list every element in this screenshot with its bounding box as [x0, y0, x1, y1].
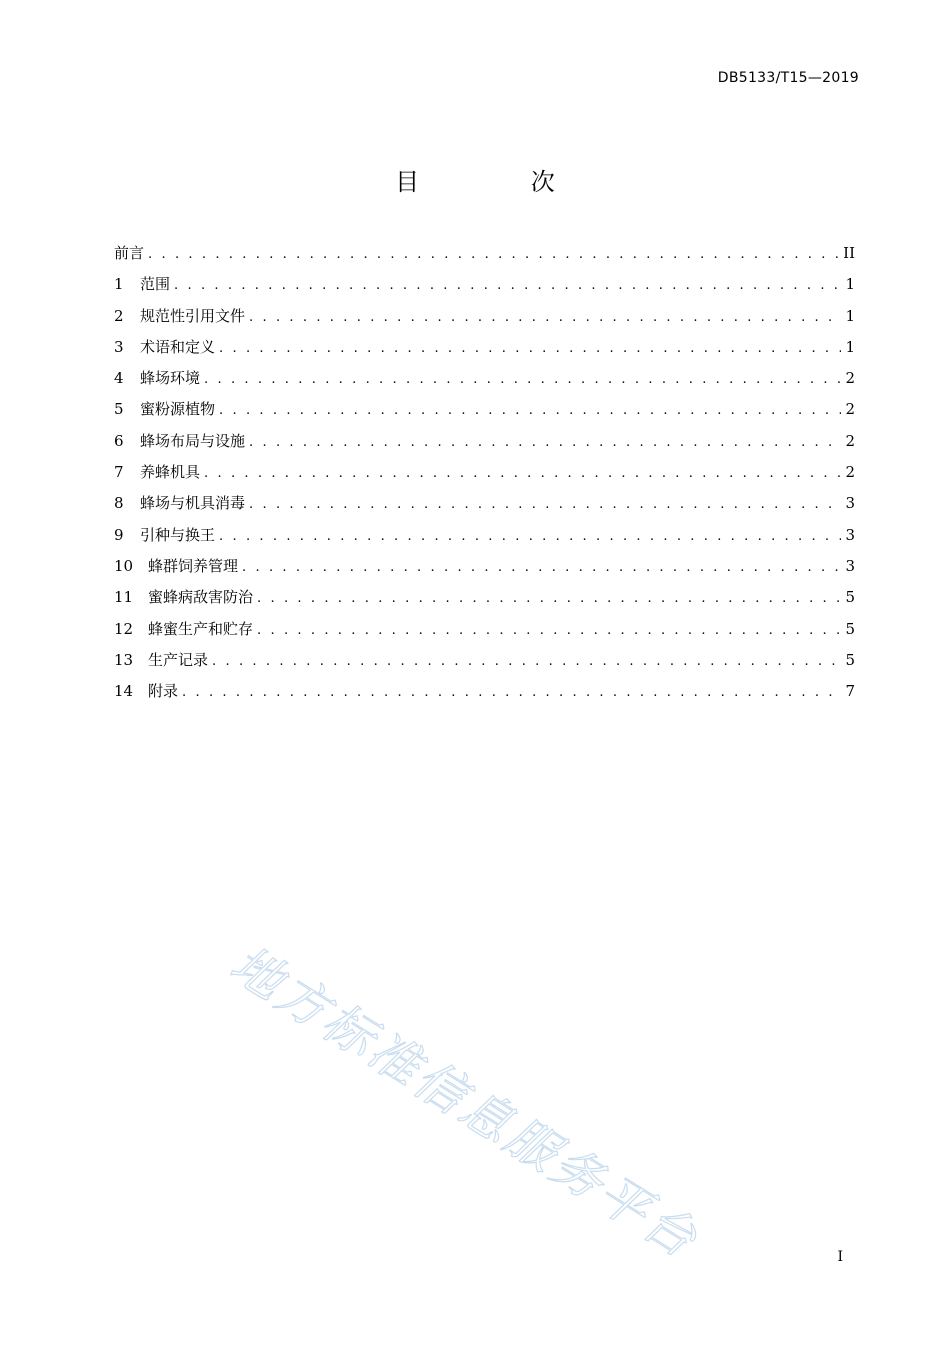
toc-entry-page: 2 — [845, 400, 855, 419]
toc-entry-number: 11 — [114, 588, 134, 607]
toc-entry-9[interactable] — [114, 524, 855, 555]
toc-entry-number: 8 — [114, 494, 124, 513]
toc-leader-dots — [204, 466, 841, 481]
toc-entry-number: 5 — [114, 400, 124, 419]
toc-leader-dots — [219, 341, 841, 356]
toc-entry-page: 1 — [845, 275, 855, 294]
toc-entry-foreword[interactable] — [114, 242, 855, 273]
toc-entry-page: 5 — [845, 619, 855, 638]
toc-entry-13[interactable] — [114, 649, 855, 680]
toc-entry-10[interactable] — [114, 555, 855, 586]
toc-entry-label: 蜂场布局与设施 — [140, 431, 246, 450]
document-code: DB5133/T15—2019 — [717, 70, 859, 86]
toc-list — [114, 242, 855, 711]
toc-entry-number: 4 — [114, 369, 124, 388]
toc-entry-number: 12 — [114, 619, 134, 638]
toc-entry-number: 10 — [114, 556, 134, 575]
toc-entry-5[interactable] — [114, 398, 855, 429]
toc-entry-label: 引种与换王 — [140, 525, 216, 544]
toc-entry-number: 2 — [114, 306, 124, 325]
toc-leader-dots — [219, 403, 841, 418]
toc-entry-number: 3 — [114, 337, 124, 356]
toc-entry-page: 5 — [845, 650, 855, 669]
toc-entry-page: 2 — [845, 431, 855, 450]
toc-entry-label: 蜂蜜生产和贮存 — [148, 619, 254, 638]
toc-entry-2[interactable] — [114, 305, 855, 336]
toc-entry-page: 1 — [845, 306, 855, 325]
toc-title: 目 次 — [395, 168, 607, 196]
toc-entry-label: 蜂场与机具消毒 — [140, 494, 246, 513]
toc-entry-label: 附录 — [148, 682, 179, 701]
toc-entry-page: 2 — [845, 463, 855, 482]
toc-entry-number: 7 — [114, 463, 124, 482]
toc-entry-label: 养蜂机具 — [140, 463, 201, 482]
toc-leader-dots — [204, 372, 841, 387]
toc-leader-dots — [242, 560, 841, 575]
toc-entry-12[interactable] — [114, 618, 855, 649]
toc-entry-number: 6 — [114, 431, 124, 450]
watermark: 地方标准信息服务平台 — [220, 934, 710, 1271]
toc-entry-page: 5 — [845, 588, 855, 607]
toc-leader-dots — [219, 529, 841, 544]
toc-entry-14[interactable] — [114, 680, 855, 711]
toc-entry-label: 规范性引用文件 — [140, 306, 246, 325]
toc-entry-page: 3 — [845, 525, 855, 544]
toc-entry-3[interactable] — [114, 336, 855, 367]
toc-leader-dots — [148, 247, 839, 262]
toc-leader-dots — [249, 497, 841, 512]
toc-leader-dots — [257, 591, 841, 606]
toc-entry-label: 蜂场环境 — [140, 369, 201, 388]
toc-entry-label: 蜜粉源植物 — [140, 400, 216, 419]
toc-entry-label: 生产记录 — [148, 650, 209, 669]
toc-entry-page: II — [843, 244, 855, 262]
toc-leader-dots — [249, 435, 841, 450]
toc-entry-number: 9 — [114, 525, 124, 544]
toc-entry-label: 术语和定义 — [140, 337, 216, 356]
toc-entry-8[interactable] — [114, 492, 855, 523]
toc-leader-dots — [249, 310, 841, 325]
toc-entry-7[interactable] — [114, 461, 855, 492]
toc-entry-6[interactable] — [114, 430, 855, 461]
toc-leader-dots — [257, 623, 841, 638]
toc-entry-number: 13 — [114, 650, 134, 669]
toc-entry-1[interactable] — [114, 273, 855, 304]
toc-leader-dots — [212, 654, 841, 669]
toc-entry-4[interactable] — [114, 367, 855, 398]
toc-entry-page: 3 — [845, 494, 855, 513]
toc-entry-number: 1 — [114, 275, 124, 294]
toc-entry-label: 蜜蜂病敌害防治 — [148, 588, 254, 607]
toc-entry-page: 1 — [845, 337, 855, 356]
page-number: I — [837, 1249, 843, 1265]
toc-entry-page: 2 — [845, 369, 855, 388]
toc-entry-11[interactable] — [114, 586, 855, 617]
toc-entry-number: 14 — [114, 682, 134, 701]
toc-leader-dots — [174, 278, 841, 293]
toc-leader-dots — [182, 685, 841, 700]
toc-entry-page: 7 — [845, 682, 855, 701]
toc-entry-label: 蜂群饲养管理 — [148, 556, 239, 575]
toc-entry-label: 范围 — [140, 275, 171, 294]
toc-entry-label: 前言 — [114, 244, 145, 262]
toc-entry-page: 3 — [845, 556, 855, 575]
